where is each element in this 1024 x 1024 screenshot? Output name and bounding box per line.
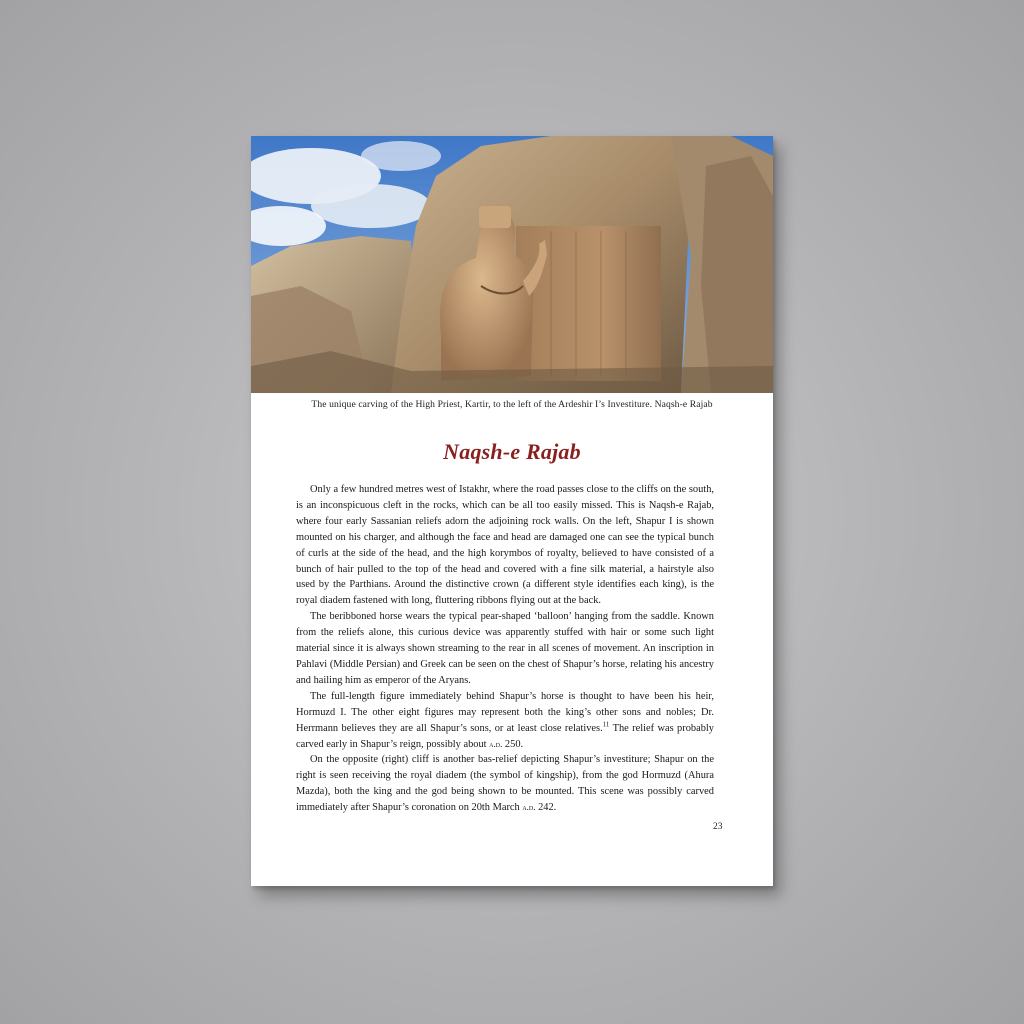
paragraph-4-text: On the opposite (right) cliff is another bas-relief depicting Shapur’s investiture; Shapur on the right is seen receiving the royal diadem (the symbol of kingship), from the god Hormuzd (Ahura Mazda), both the king and the god being shown to be mounted. This scene was possibly carved immediately after Shapur’s coronation on 20th March <box>296 754 714 814</box>
paragraph-2: The beribboned horse wears the typical pear-shaped ‘balloon’ hanging from the saddle. Known from the reliefs alone, this curious device was apparently stuffed with hair or some such light material since it is always shown streaming to the rear in all scenes of movement. An inscription in Pahlavi (Middle Persian) and Greek can be seen on the chest of Shapur’s horse, relating his ancestry and hailing him as emperor of the Aryans. <box>296 611 714 686</box>
paragraph-1: Only a few hundred metres west of Istakhr, where the road passes close to the cliffs on the south, is an inconspicuous cleft in the rocks, which can be all too easily missed. This is Naqsh-e Rajab, where four early Sassanian reliefs adorn the adjoining rock walls. On the left, Shapur I is shown mounted on his charger, and although the face and head are damaged one can see the typical bunch of curls at the side of the head, and the high korymbos of royalty, believed to have consisted of a bunch of hair pulled to the top of the head and covered with a fine silk material, a hairstyle also used by the Parthians. Around the distinctive crown (a different style identifies each king), is the royal diadem fastened with long, fluttering ribbons flying out at the back. <box>296 484 714 607</box>
footnote-marker: 11 <box>602 720 610 729</box>
paragraph-4 <box>296 752 714 816</box>
book-page <box>251 136 773 886</box>
paragraph-3-text-a: The full-length figure immediately behind Shapur’s horse is thought to have been his heir, Hormuzd I. The other eight figures may represent both the king’s other sons and nobles; Dr. Herrmann believes they are all Shapur’s sons, or at least close relatives. <box>296 690 714 734</box>
paragraph-3-text-b: The relief was probably carved early in Shapur’s reign, possibly about <box>296 722 714 750</box>
photo-caption: The unique carving of the High Priest, Kartir, to the left of the Ardeshir I’s Investiture. Naqsh-e Rajab <box>311 399 713 410</box>
relief-photo <box>251 136 773 393</box>
paragraph-3 <box>296 689 714 753</box>
body-text <box>296 482 714 816</box>
page-title: Naqsh-e Rajab <box>443 439 581 464</box>
era-label: a.d. <box>489 738 503 749</box>
paragraph-3-year: 250. <box>502 738 524 750</box>
paragraph-4-year: 242. <box>535 802 557 814</box>
page-number: 23 <box>713 822 723 832</box>
era-label: a.d. <box>522 802 536 813</box>
